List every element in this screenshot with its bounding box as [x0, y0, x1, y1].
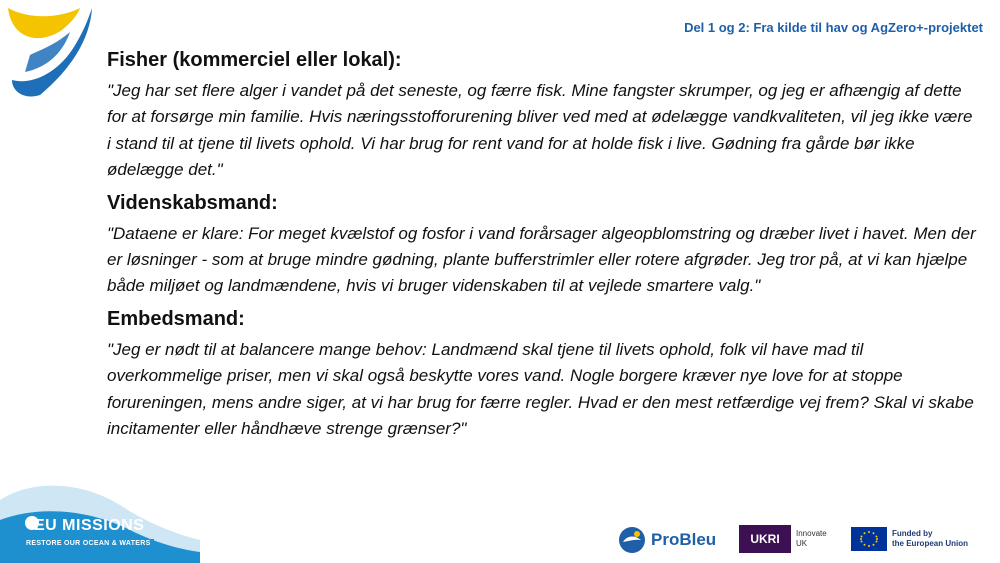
ukri-box: UKRI [739, 525, 791, 553]
probleu-icon [617, 525, 647, 555]
probleu-logo [617, 525, 716, 555]
section-title: Videnskabsmand: [107, 191, 278, 214]
eu-missions-title: EU MISSIONS [34, 517, 145, 534]
section-title: Fisher (kommerciel eller lokal): [107, 49, 402, 71]
section-quote: "Jeg har set flere alger i vandet på det seneste, og færre fisk. Mine fangster skrumper, og jeg er afhængig af dette for at forsørge min familie. Hvis næringsstofforurening bliver ved med at ødelægge vandkvaliteten, vil jeg ikke være i stand til at tjene til livets ophold. Vi har brug for rent vand for at holde fisk i live. Gødning fra gårde bør ikke ødelægge det." [107, 81, 973, 180]
section-fisher [107, 46, 977, 184]
section-scientist [107, 189, 977, 300]
section-title: Embedsmand: [107, 307, 245, 330]
section-official [107, 305, 977, 443]
ukri-logo [739, 525, 827, 553]
probleu-label: ProBleu [651, 530, 717, 549]
section-quote: "Jeg er nødt til at balancere mange behov: Landmænd skal tjene til livets ophold, folk vil have mad til overkommelige priser, men vi skal også beskytte vores vand. Nogle borgere kræver nye love for at stoppe forureningen, mens andre siger, at vi har brug for færre regler. Hvad er den mest retfærdige vej frem? Skal vi skabe incitamenter eller håndhæve strenge grænser?" [107, 339, 974, 439]
eu-funded-logo [851, 527, 968, 551]
slide-content [107, 46, 977, 510]
eu-funded-text [892, 529, 968, 549]
eu-flag-icon [851, 527, 887, 551]
eu-funded-line1: Funded by [892, 529, 933, 538]
project-logo-icon [0, 0, 100, 100]
eu-missions-subtitle: RESTORE OUR OCEAN & WATERS [23, 539, 154, 548]
ukri-line2: UK [796, 539, 808, 548]
ukri-line1: Innovate [796, 529, 827, 538]
ukri-text [796, 529, 827, 549]
slide-header-title: Del 1 og 2: Fra kilde til hav og AgZero+-projektet [684, 20, 983, 35]
eu-funded-line2: the European Union [892, 539, 968, 548]
section-quote: "Dataene er klare: For meget kvælstof og fosfor i vand forårsager algeopblomstring og dræber livet i havet. Men der er løsninger - som at bruge mindre gødning, plante bufferstrimler eller rotere afgrøder. Jeg tror på, at vi kan hjælpe både miljøet og landmændene, hvis vi bruger videnskaben til at vejlede smartere valg." [107, 223, 976, 296]
